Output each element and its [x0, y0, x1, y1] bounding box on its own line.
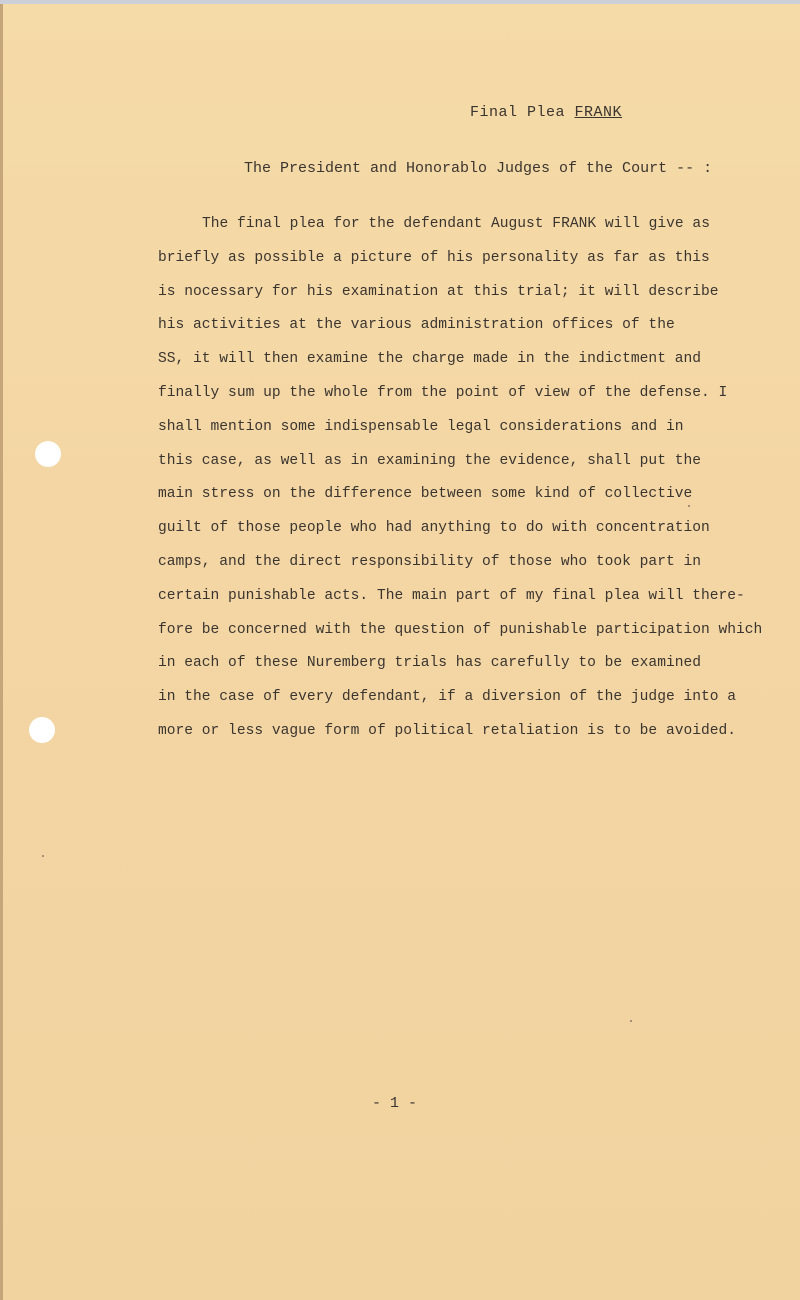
punch-hole-bottom	[29, 717, 55, 743]
body-line: guilt of those people who had anything to do with concentration	[158, 520, 710, 537]
body-line: is nocessary for his examination at this trial; it will describe	[158, 283, 719, 300]
header-defendant-name: FRANK	[574, 104, 623, 121]
body-line: camps, and the direct responsibility of those who took part in	[158, 553, 701, 570]
page-header	[470, 104, 622, 121]
body-line: The final plea for the defendant August FRANK will give as	[202, 216, 710, 232]
paper-speck	[688, 505, 690, 507]
body-paragraph	[158, 208, 763, 749]
punch-hole-top	[35, 441, 61, 467]
body-line: main stress on the difference between some kind of collective	[158, 486, 693, 503]
body-line: fore be concerned with the question of punishable participation which	[158, 621, 763, 638]
body-line: shall mention some indispensable legal considerations and in	[158, 418, 684, 435]
header-title-prefix: Final Plea	[470, 104, 566, 121]
body-line: briefly as possible a picture of his personality as far as this	[158, 249, 710, 266]
body-line: finally sum up the whole from the point of view of the defense. I	[158, 384, 728, 401]
page-number: - 1 -	[372, 1095, 418, 1112]
paper-speck	[42, 855, 44, 857]
body-line: this case, as well as in examining the evidence, shall put the	[158, 452, 701, 469]
paper-speck	[630, 1020, 632, 1022]
body-line: in each of these Nuremberg trials has carefully to be examined	[158, 655, 701, 672]
body-line: in the case of every defendant, if a diversion of the judge into a	[158, 689, 737, 706]
body-line: certain punishable acts. The main part of my final plea will there-	[158, 587, 745, 604]
salutation: The President and Honorablo Judges of the Court -- :	[244, 160, 713, 177]
body-line: SS, it will then examine the charge made in the indictment and	[158, 351, 701, 368]
body-line: his activities at the various administration offices of the	[158, 317, 675, 334]
body-line: more or less vague form of political retaliation is to be avoided.	[158, 722, 737, 739]
